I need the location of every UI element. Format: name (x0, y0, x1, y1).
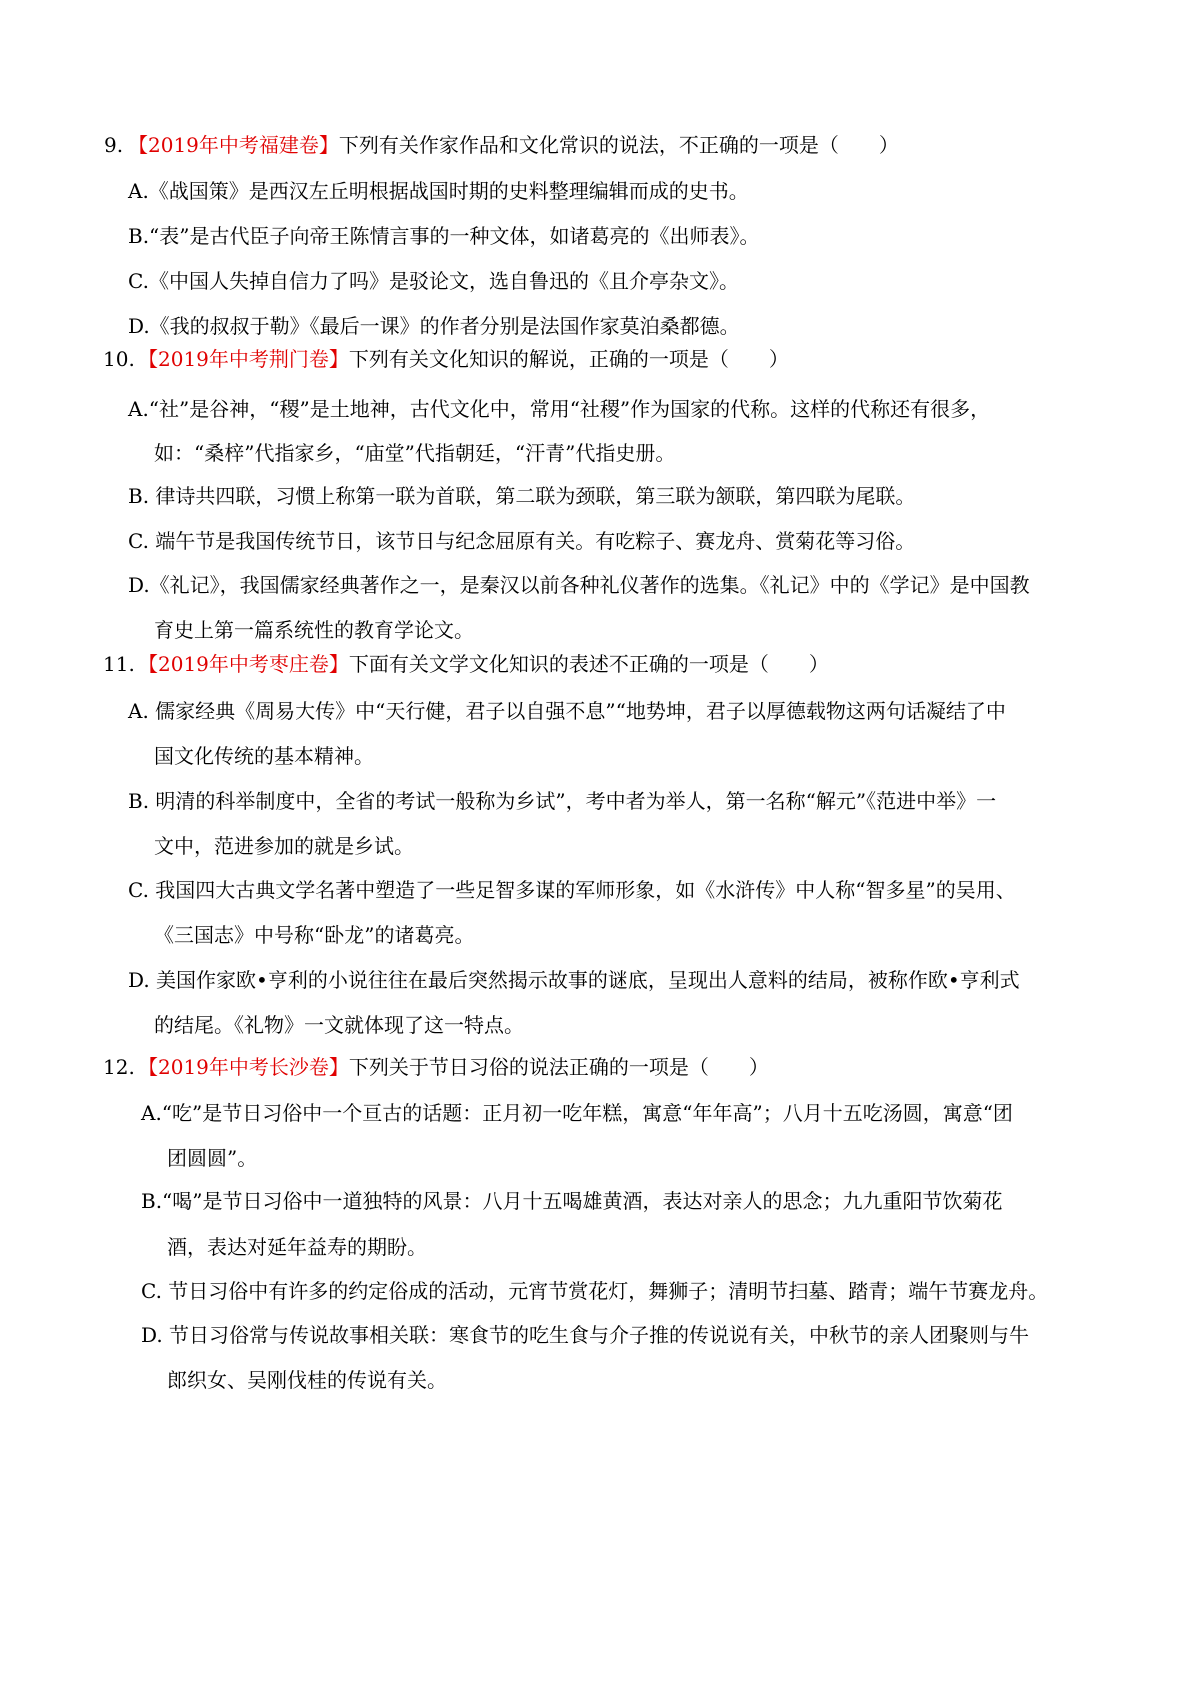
question-10-option-a-line-1: A.“社”是谷神，“稷”是土地神，古代文化中，常用“社稷”作为国家的代称。这样的代称还有很多， (128, 397, 991, 421)
question-number: 9. (104, 133, 124, 157)
question-number: 10. (103, 347, 135, 371)
question-11-option-c-line-1: C. 我国四大古典文学名著中塑造了一些足智多谋的军师形象，如《水浒传》中人称“智多星”的吴用、 (128, 878, 1016, 902)
question-12-option-b-line-2: 酒，表达对延年益寿的期盼。 (167, 1235, 427, 1259)
question-11-option-b-line-1: B. 明清的科举制度中，全省的考试一般称为乡试”，考中者为举人，第一名称“解元”《范进中举》一 (128, 789, 997, 813)
question-11-option-a-line-2: 国文化传统的基本精神。 (154, 744, 374, 768)
question-stem: 下面有关文学文化知识的表述不正确的一项是（ ） (348, 652, 829, 676)
question-11-option-a-line-1: A. 儒家经典《周易大传》中“天行健，君子以自强不息”“地势坤，君子以厚德载物这两句话凝结了中 (128, 699, 1006, 723)
question-12-option-c: C. 节日习俗中有许多的约定俗成的活动，元宵节赏花灯，舞狮子；清明节扫墓、踏青；端午节赛龙舟。 (141, 1279, 1049, 1303)
question-11-option-b-line-2: 文中，范进参加的就是乡试。 (154, 834, 414, 858)
question-12-option-a-line-2: 团圆圆”。 (167, 1146, 258, 1170)
question-number: 12. (103, 1055, 135, 1079)
question-12-option-b-line-1: B.“喝”是节日习俗中一道独特的风景：八月十五喝雄黄酒，表达对亲人的思念；九九重阳节饮菊花 (141, 1189, 1003, 1213)
question-source: 【2019年中考荆门卷】 (138, 347, 349, 371)
question-10-header (103, 345, 789, 373)
question-9-header (104, 131, 899, 159)
question-10-option-c: C. 端午节是我国传统节日，该节日与纪念屈原有关。有吃粽子、赛龙舟、赏菊花等习俗。 (128, 529, 916, 553)
question-11-option-c-line-2: 《三国志》中号称“卧龙”的诸葛亮。 (154, 923, 475, 947)
question-source: 【2019年中考福建卷】 (128, 133, 339, 157)
question-12-option-d-line-2: 郎织女、吴刚伐桂的传说有关。 (167, 1368, 447, 1392)
question-9-option-d: D.《我的叔叔于勒》《最后一课》的作者分别是法国作家莫泊桑都德。 (128, 314, 740, 338)
question-stem: 下列有关作家作品和文化常识的说法，不正确的一项是（ ） (338, 133, 899, 157)
question-stem: 下列有关文化知识的解说，正确的一项是（ ） (348, 347, 789, 371)
question-number: 11. (103, 652, 135, 676)
question-10-option-b: B. 律诗共四联，习惯上称第一联为首联，第二联为颈联，第三联为颔联，第四联为尾联。 (128, 484, 916, 508)
question-source: 【2019年中考枣庄卷】 (138, 652, 349, 676)
question-9-option-c: C.《中国人失掉自信力了吗》是驳论文，选自鲁迅的《且介亭杂文》。 (128, 269, 739, 293)
question-9-option-b: B.“表”是古代臣子向帝王陈情言事的一种文体，如诸葛亮的《出师表》。 (128, 224, 760, 248)
question-stem: 下列关于节日习俗的说法正确的一项是（ ） (348, 1055, 769, 1079)
question-11-option-d-line-1: D. 美国作家欧•亨利的小说往往在最后突然揭示故事的谜底，呈现出人意料的结局，被称作欧•亨利式 (128, 968, 1020, 992)
question-11-option-d-line-2: 的结尾。《礼物》一文就体现了这一特点。 (154, 1013, 524, 1037)
question-9-option-a: A.《战国策》是西汉左丘明根据战国时期的史料整理编辑而成的史书。 (128, 179, 749, 203)
question-12-header (103, 1053, 769, 1081)
question-source: 【2019年中考长沙卷】 (138, 1055, 349, 1079)
question-10-option-d-line-1: D.《礼记》，我国儒家经典著作之一，是秦汉以前各种礼仪著作的选集。《礼记》中的《学记》是中国教 (128, 573, 1030, 597)
question-10-option-d-line-2: 育史上第一篇系统性的教育学论文。 (154, 618, 474, 642)
question-12-option-a-line-1: A.“吃”是节日习俗中一个亘古的话题：正月初一吃年糕，寓意“年年高”；八月十五吃汤圆，寓意“团 (141, 1101, 1013, 1125)
question-12-option-d-line-1: D. 节日习俗常与传说故事相关联：寒食节的吃生食与介子推的传说说有关，中秋节的亲人团聚则与牛 (141, 1323, 1030, 1347)
question-11-header (103, 650, 829, 678)
question-10-option-a-line-2: 如：“桑梓”代指家乡，“庙堂”代指朝廷，“汗青”代指史册。 (154, 441, 676, 465)
